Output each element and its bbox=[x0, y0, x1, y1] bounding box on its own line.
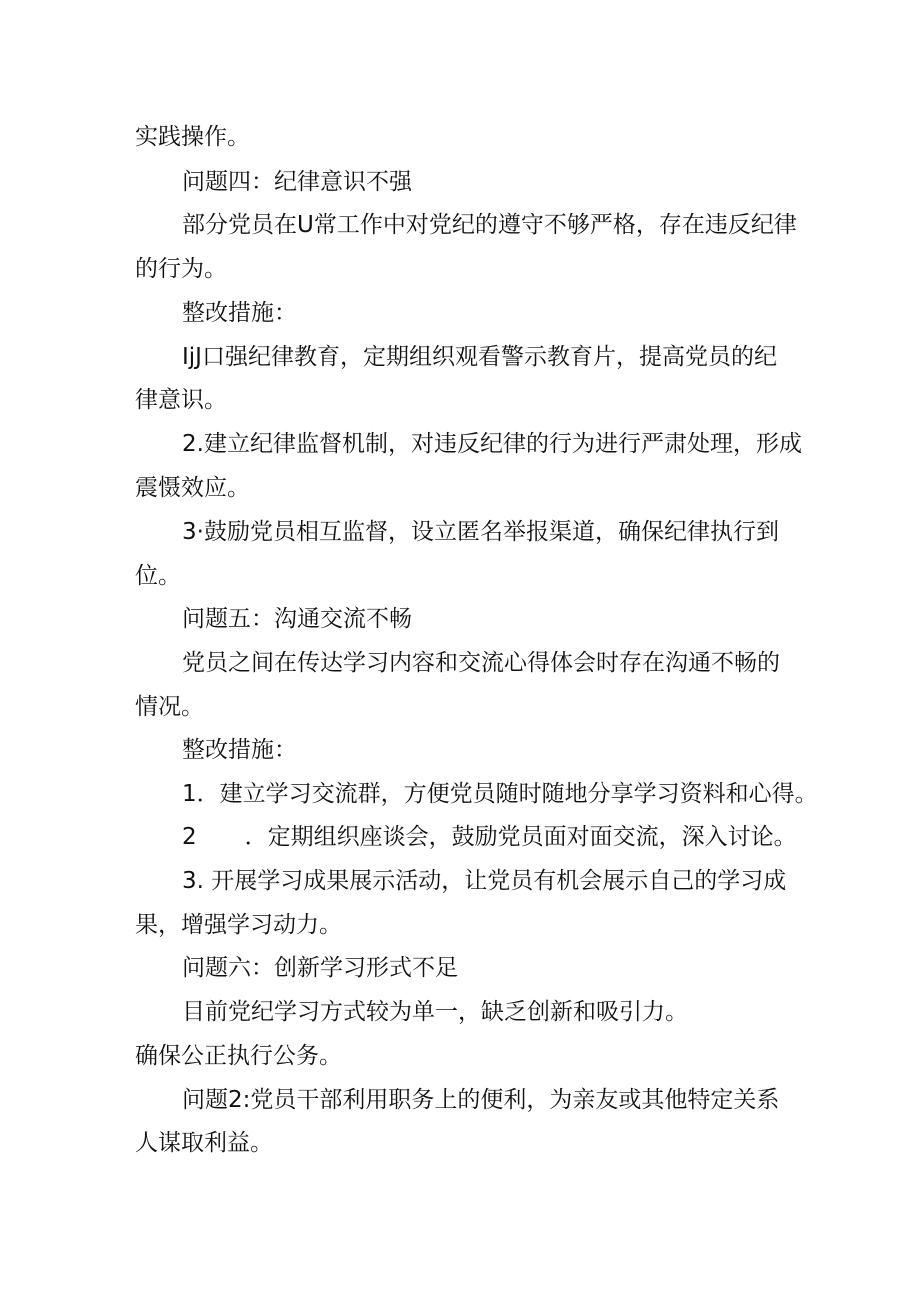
text-line: IjJ口强纪律教育，定期组织观看警示教育片，提高党员的纪 bbox=[182, 344, 777, 370]
text-line: 2.建立纪律监督机制，对违反纪律的行为进行严肃处理，形成 bbox=[182, 431, 802, 457]
section-heading: 问题五：沟通交流不畅 bbox=[182, 606, 412, 632]
text-line: 1．建立学习交流群，方便党员随时随地分享学习资料和心得。 bbox=[182, 781, 818, 807]
text-line: 目前党纪学习方式较为单一，缺乏创新和吸引力。 bbox=[182, 999, 688, 1025]
text-line: 3·鼓励党员相互监督，设立匿名举报渠道，确保纪律执行到 bbox=[182, 519, 779, 545]
text-line: 律意识。 bbox=[135, 387, 227, 413]
text-line: 的行为。 bbox=[135, 256, 227, 282]
text-line: 人谋取利益。 bbox=[135, 1130, 273, 1156]
text-line: 震慑效应。 bbox=[135, 475, 250, 501]
text-line: 情况。 bbox=[135, 694, 204, 720]
text-line: 党员之间在传达学习内容和交流心得体会时存在沟通不畅的 bbox=[182, 650, 780, 676]
measures-heading: 整改措施： bbox=[182, 300, 297, 326]
text-line: 3. 开展学习成果展示活动，让党员有机会展示自己的学习成 bbox=[182, 868, 787, 894]
text-line: 果，增强学习动力。 bbox=[135, 912, 342, 938]
measures-heading: 整改措施： bbox=[182, 737, 297, 763]
text-line: 位。 bbox=[135, 563, 181, 589]
section-heading: 问题六：创新学习形式不足 bbox=[182, 955, 458, 981]
text-line: 实践操作。 bbox=[135, 124, 250, 150]
item-number: 2 bbox=[182, 824, 197, 850]
text-line: 问题2:党员干部利用职务上的便利，为亲友或其他特定关系 bbox=[182, 1087, 780, 1113]
text-line: 部分党员在U常工作中对党纪的遵守不够严格，存在违反纪律 bbox=[182, 212, 797, 238]
text-line: 确保公正执行公务。 bbox=[135, 1043, 342, 1069]
section-heading: 问题四：纪律意识不强 bbox=[182, 169, 412, 195]
text-line bbox=[182, 822, 797, 852]
item-text: ．定期组织座谈会，鼓励党员面对面交流，深入讨论。 bbox=[244, 824, 797, 850]
